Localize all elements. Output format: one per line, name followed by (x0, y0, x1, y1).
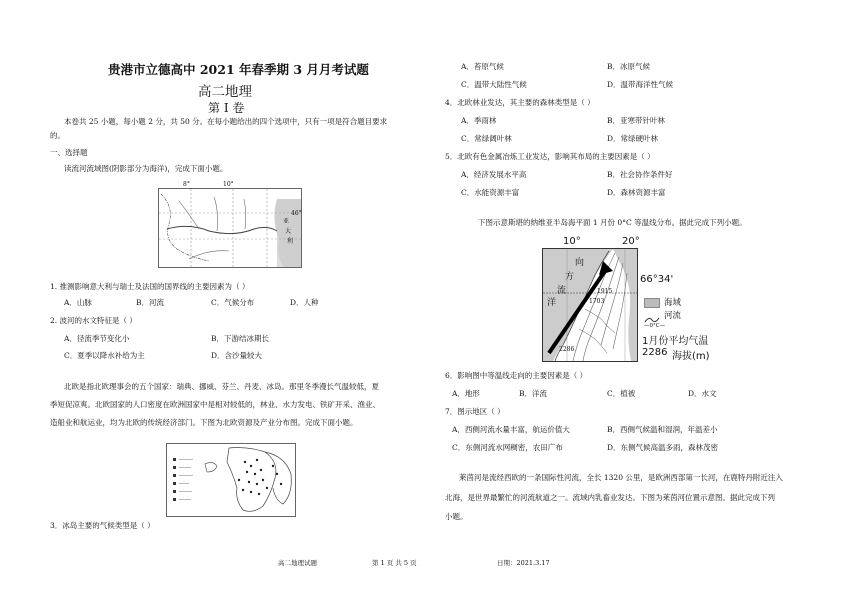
passage3-line-2: 北海，是世界最繁忙的河流航道之一。流域内乳畜业发达。下图为莱茵河位置示意图。据此完成下列 (445, 493, 775, 502)
scandinavia-isotherm-map (540, 236, 740, 364)
q4-stem: 4．北欧林业发达，其主要的森林类型是（ ） (445, 98, 595, 107)
legend-sea-swatch (644, 298, 660, 308)
map3-intro: 下图示意斯堪的纳维亚半岛海平面 1 月份 0°C 等温线分布。据此完成下列小题。 (478, 218, 747, 227)
q5-option-c: C．水能资源丰富 (461, 188, 520, 197)
subject-title: 高二地理 (198, 84, 252, 100)
volume-title: 第 I 卷 (208, 101, 245, 115)
map1-sea-label-1: 亚 (283, 218, 290, 225)
po-river-map-svg (159, 189, 301, 267)
po-river-map (158, 181, 302, 268)
exam-title: 贵港市立德高中 2021 年春季期 3 月月考试题 (108, 62, 369, 77)
q3-option-b: B．冰原气候 (607, 62, 651, 71)
legend-isotherm-label: 1月份平均气温 (642, 336, 709, 347)
map3-lat-label: 66°34' (640, 274, 674, 285)
q4-option-c: C．常绿阔叶林 (461, 134, 512, 143)
map1-lon-label-2: 10° (223, 181, 234, 188)
q1-option-c: C．气候分布 (211, 298, 255, 307)
q4-option-a: A．季雨林 (461, 116, 497, 125)
current-label-3: 流 (557, 286, 567, 296)
q2-option-a: A．径流季节变化小 (64, 334, 130, 343)
q5-option-d: D．森林资源丰富 (607, 188, 666, 197)
instructions-line-2: 的。 (50, 131, 65, 140)
elevation-2286: 2286 (559, 346, 575, 353)
q7-stem: 7．图示地区（ ） (445, 407, 505, 416)
current-label-2: 方 (565, 272, 575, 282)
legend-elevation-mark: 2286 (642, 347, 668, 358)
q2-option-c: C．夏季以降水补给为主 (64, 351, 145, 360)
q3-stem: 3．冰岛主要的气候类型是（ ） (50, 521, 155, 530)
q7-option-b: B．西侧气候温和湿润，年温差小 (607, 425, 718, 434)
q1-stem: 1. 推测影响意大利与瑞士及法国的国界线的主要因素为（ ） (50, 282, 250, 291)
q2-stem: 2. 波河的水文特征是（ ） (50, 316, 137, 325)
q6-option-d: D．水文 (688, 389, 717, 398)
q5-stem: 5．北欧有色金属冶炼工业发达，影响其布局的主要因素是（ ） (445, 152, 655, 161)
footer-date: 日期：2021.3.17 (497, 559, 550, 567)
q7-option-a: A．西侧河流水量丰富，航运价值大 (452, 425, 570, 434)
passage3-line-1: 莱茵河是流经西欧的一条国际性河流，全长 1320 公里，是欧洲西部第一长河，在鹿特丹附近注入 (459, 473, 783, 482)
passage2-line-3: 造船业和航运业，均为北欧的传统经济部门。下图为北欧资源及产业分布图。完成下面小题。 (50, 418, 358, 427)
q6-option-c: C．植被 (607, 389, 636, 398)
q5-option-b: B．社会协作条件好 (607, 170, 673, 179)
elevation-1915: 1915 (597, 288, 613, 295)
map3-lon-label-1: 10° (563, 236, 581, 247)
q7-option-d: D．东侧气候高温多雨，森林茂密 (607, 443, 719, 452)
q7-option-c: C．东侧河流水网稠密，农田广布 (452, 443, 563, 452)
map1-sea-label-2: 大 (285, 228, 292, 235)
q6-option-b: B．洋流 (519, 389, 548, 398)
current-label-4: 洋 (547, 298, 557, 308)
q4-option-b: B．亚寒带针叶林 (607, 116, 666, 125)
footer-subject: 高二地理试题 (278, 559, 317, 567)
map1-intro: 读流河流域图(阴影部分为海洋)，完成下面小题。 (64, 164, 228, 173)
passage2-line-2: 季短促凉爽。北欧国家的人口密度在欧洲国家中是相对较低的，林业、水力发电、铁矿开采、渔业、 (50, 400, 380, 409)
section-heading: 一、选择题 (50, 148, 88, 157)
q1-option-a: A．山脉 (64, 298, 92, 307)
passage2-line-1: 北欧是指北欧理事会的五个国家：瑞典、挪威、芬兰、丹麦、冰岛。那里冬季漫长气温较低，夏 (64, 382, 379, 391)
q2-option-b: B．下游结冰期长 (211, 334, 270, 343)
q6-stem: 6．影响图中等温线走向的主要因素是（ ） (445, 371, 588, 380)
q1-option-b: B．河流 (136, 298, 165, 307)
map1-lat-label: 46° (291, 210, 302, 217)
legend-isotherm-mark: —0°C— (644, 323, 666, 329)
q2-option-d: D．含沙量较大 (211, 351, 263, 360)
map1-sea-label-3: 利 (287, 238, 294, 245)
q3-option-a: A．苔原气候 (461, 62, 504, 71)
footer-page: 第 1 页 共 5 页 (372, 559, 417, 567)
nordic-resource-map-svg (167, 444, 295, 516)
q6-option-a: A．地形 (452, 389, 480, 398)
q1-option-d: D．人种 (290, 298, 319, 307)
q3-option-c: C．温带大陆性气候 (461, 80, 527, 89)
legend-sea-label: 海域 (664, 298, 682, 308)
map3-lon-label-2: 20° (622, 236, 640, 247)
elevation-1703: 1703 (589, 298, 605, 305)
current-label-1: 向 (575, 258, 585, 268)
nordic-resource-map (166, 443, 296, 517)
legend-elevation-label: 海拔(m) (672, 351, 710, 362)
q4-option-d: D．常绿硬叶林 (607, 134, 659, 143)
passage3-line-3: 小题。 (445, 512, 468, 521)
q5-option-a: A．经济发展水平高 (461, 170, 527, 179)
instructions-line-1: 本卷共 25 小题，每小题 2 分，共 50 分。在每小题给出的四个选项中，只有一项是符合题目要求 (64, 117, 388, 126)
legend-river-label: 河流 (664, 311, 682, 321)
q3-option-d: D．温带海洋性气候 (607, 80, 674, 89)
map1-lon-label-1: 8° (183, 181, 190, 188)
map3-frame (542, 248, 638, 362)
